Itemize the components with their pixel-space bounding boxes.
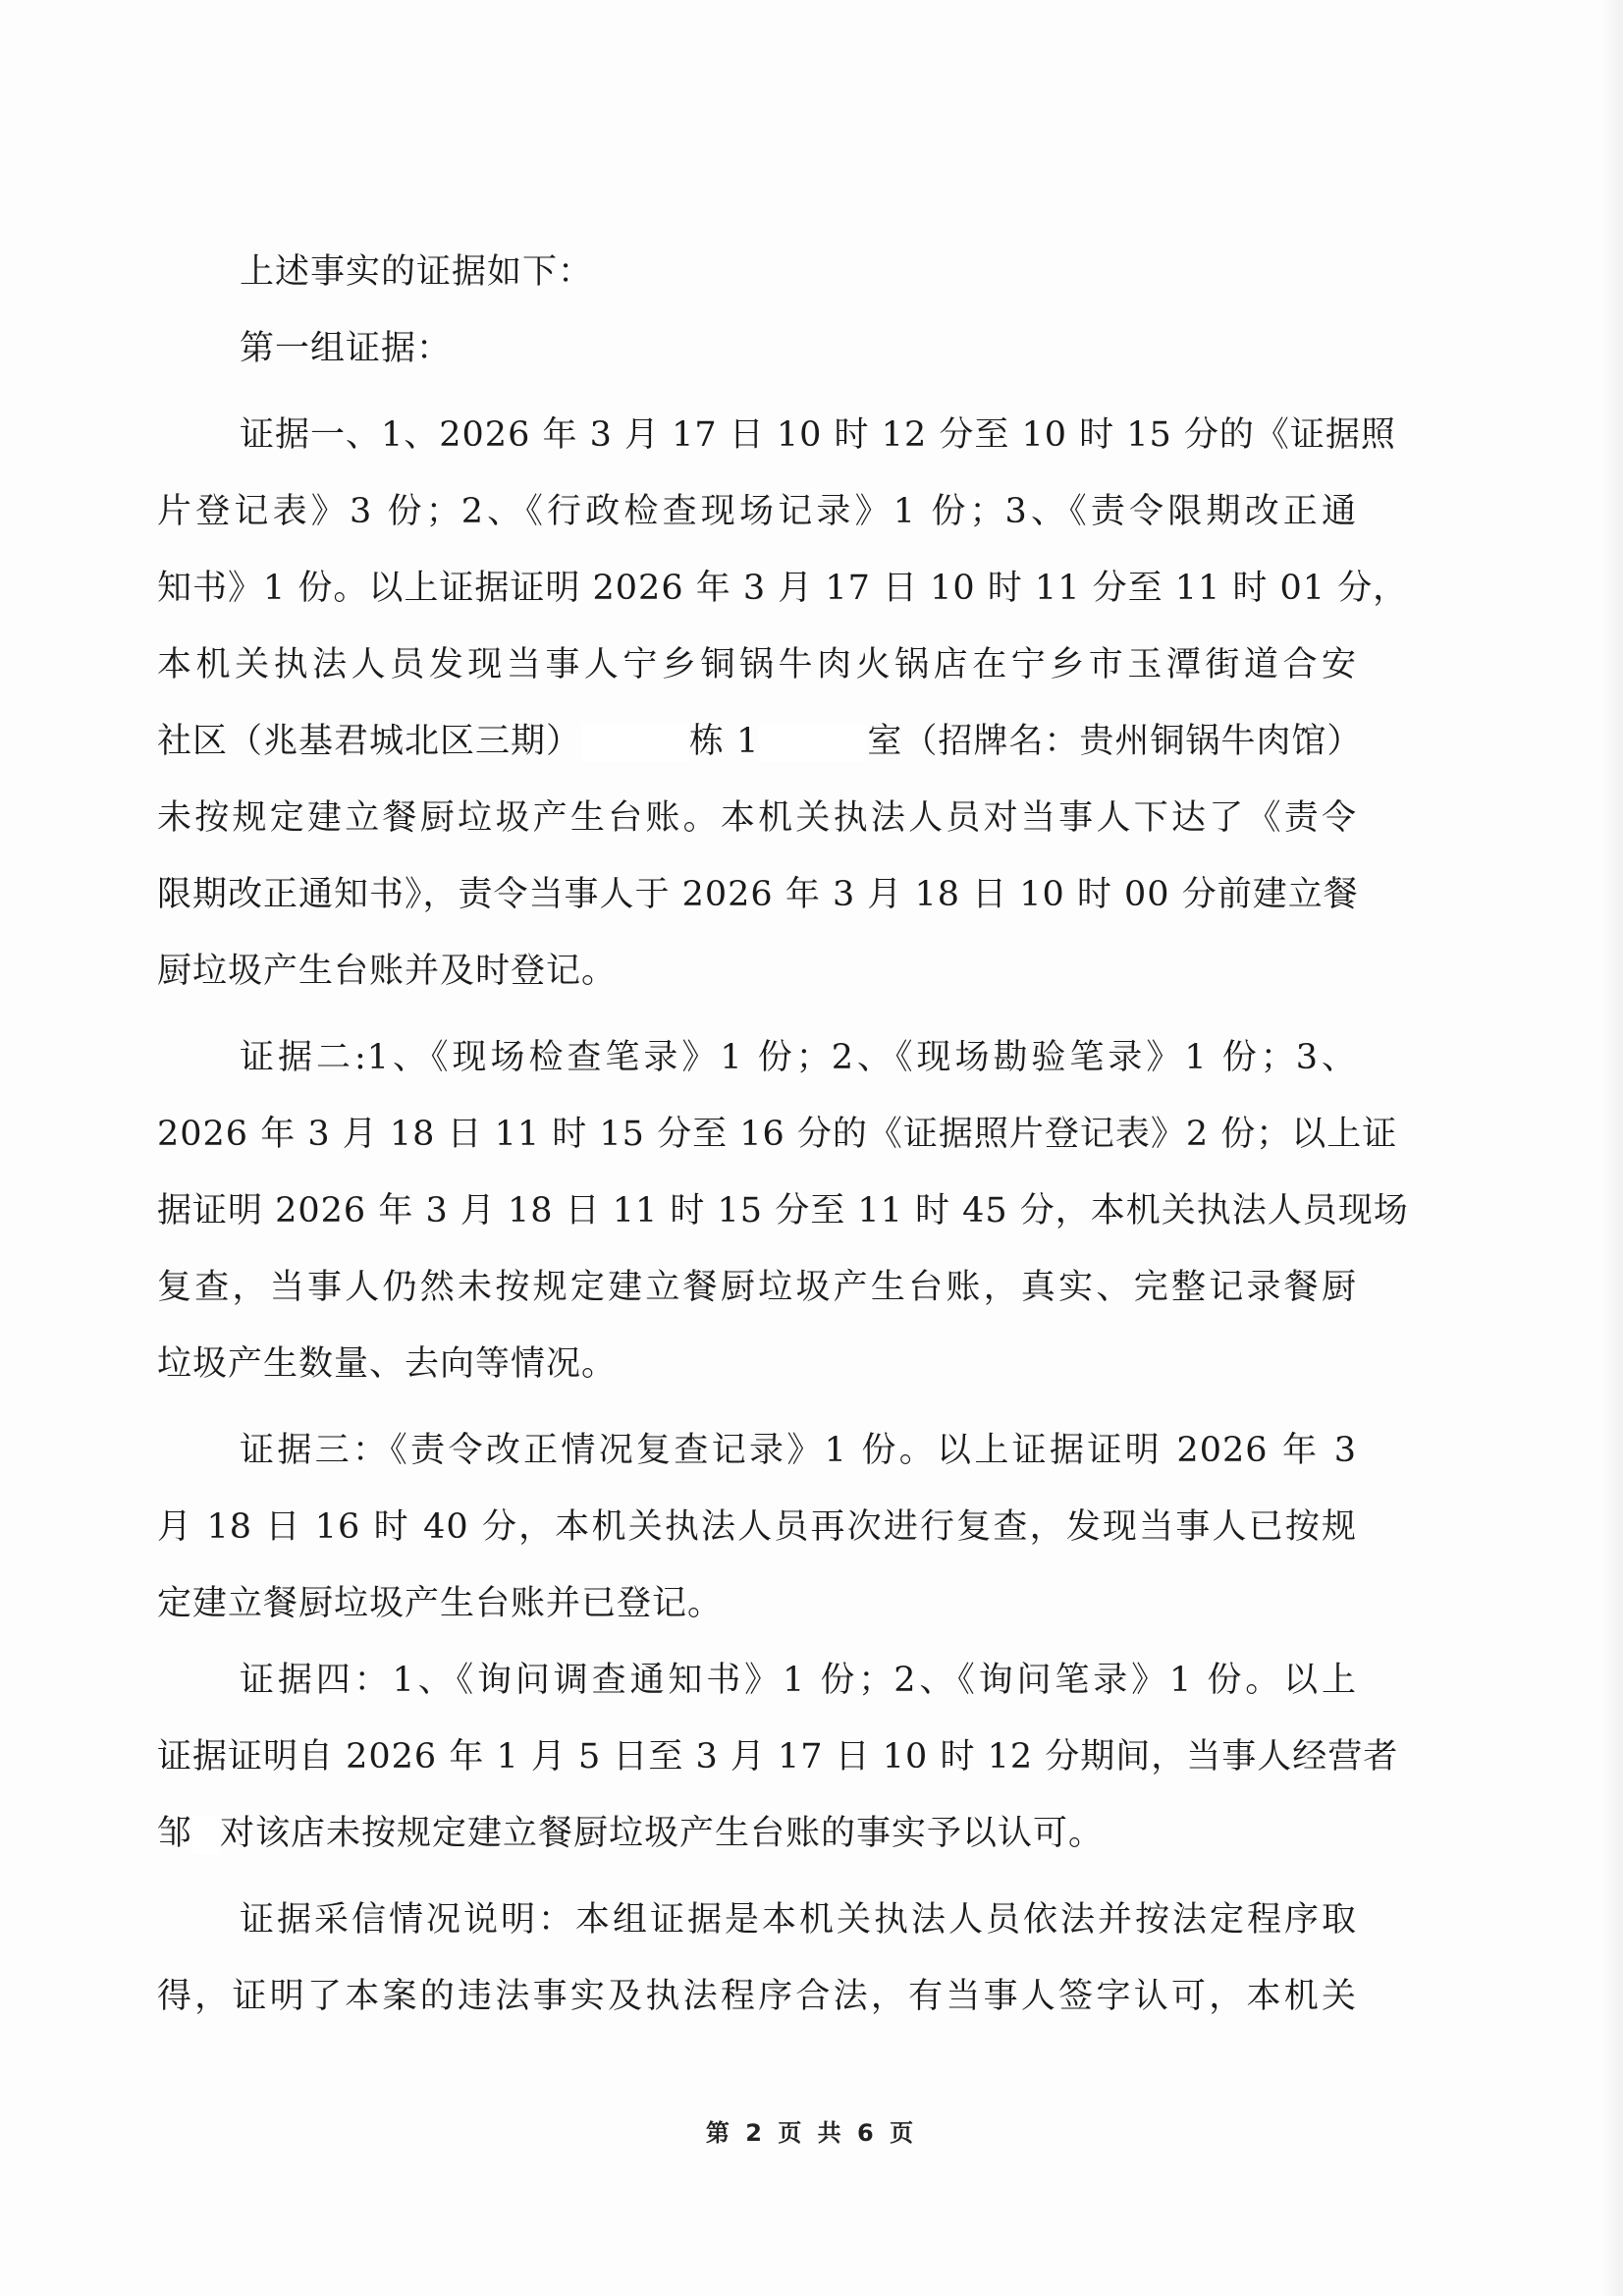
document-body — [157, 234, 1409, 2035]
credibility-paragraph — [157, 1882, 1357, 2035]
operator-surname: 邹 — [157, 1814, 193, 1853]
evidence-2-line: 据证明 2026 年 3 月 18 日 11 时 15 分至 11 时 45 分，本机关执法人员现场 — [157, 1191, 1409, 1230]
evidence-4-line: 证据四：1、《询问调查通知书》1 份；2、《询问笔录》1 份。以上 — [240, 1661, 1357, 1700]
evidence-1-line: 证据一、1、2026 年 3 月 17 日 10 时 12 分至 10 时 15 分的《证据照 — [240, 415, 1396, 455]
evidence-3-line: 定建立餐厨垃圾产生台账并已登记。 — [157, 1584, 724, 1623]
redacted-area — [192, 1817, 220, 1854]
evidence-1-address-line — [157, 703, 1363, 780]
evidence-2-line: 2026 年 3 月 18 日 11 时 15 分至 16 分的《证据照片登记表》2 份；以上证 — [157, 1115, 1398, 1154]
group-title: 第一组证据： — [240, 329, 453, 368]
evidence-2-line: 垃圾产生数量、去向等情况。 — [157, 1344, 618, 1384]
evidence-4-paragraph — [157, 1642, 1399, 1872]
evidence-2-line: 证据二:1、《现场检查笔录》1 份；2、《现场勘验笔录》1 份；3、 — [240, 1038, 1357, 1077]
evidence-4-line — [157, 1795, 1357, 1872]
evidence-2-line: 复查，当事人仍然未按规定建立餐厨垃圾产生台账，真实、完整记录餐厨 — [157, 1268, 1357, 1307]
evidence-2-paragraph — [157, 1019, 1409, 1402]
redacted-area — [759, 725, 867, 762]
page-number-footer: 第 2 页 共 6 页 — [705, 2119, 918, 2147]
evidence-1-line: 未按规定建立餐厨垃圾产生台账。本机关执法人员对当事人下达了《责令 — [157, 798, 1357, 838]
evidence-3-line: 证据三：《责令改正情况复查记录》1 份。以上证据证明 2026 年 3 — [240, 1431, 1357, 1470]
evidence-3-line: 月 18 日 16 时 40 分，本机关执法人员再次进行复查，发现当事人已按规 — [157, 1507, 1357, 1547]
evidence-1-line: 厨垃圾产生台账并及时登记。 — [157, 952, 618, 991]
evidence-1-line: 限期改正通知书》，责令当事人于 2026 年 3 月 18 日 10 时 00 分前建立餐 — [157, 875, 1359, 914]
evidence-heading: 上述事实的证据如下： — [240, 252, 594, 292]
evidence-1-line: 本机关执法人员发现当事人宁乡铜锅牛肉火锅店在宁乡市玉潭街道合安 — [157, 645, 1357, 684]
evidence-1-line: 知书》1 份。以上证据证明 2026 年 3 月 17 日 10 时 11 分至 11 时 01 分， — [157, 569, 1409, 608]
evidence-1-paragraph — [157, 397, 1409, 1010]
evidence-4-line: 证据证明自 2026 年 1 月 5 日至 3 月 17 日 10 时 12 分期间，当事人经营者 — [157, 1737, 1399, 1777]
address-part-a: 社区（兆基君城北区三期） — [157, 722, 582, 761]
evidence-3-paragraph — [157, 1412, 1357, 1642]
evidence-1-line: 片登记表》3 份；2、《行政检查现场记录》1 份；3、《责令限期改正通 — [157, 492, 1357, 531]
address-part-b: 栋 1 — [689, 722, 760, 761]
scan-edge-shadow — [1601, 0, 1623, 2296]
operator-statement: 对该店未按规定建立餐厨垃圾产生台账的事实予以认可。 — [220, 1814, 1105, 1853]
credibility-line: 证据采信情况说明：本组证据是本机关执法人员依法并按法定程序取 — [240, 1900, 1357, 1940]
redacted-area — [581, 725, 689, 762]
credibility-line: 得，证明了本案的违法事实及执法程序合法，有当事人签字认可，本机关 — [157, 1977, 1357, 2016]
address-part-c: 室（招牌名：贵州铜锅牛肉馆） — [867, 722, 1363, 761]
